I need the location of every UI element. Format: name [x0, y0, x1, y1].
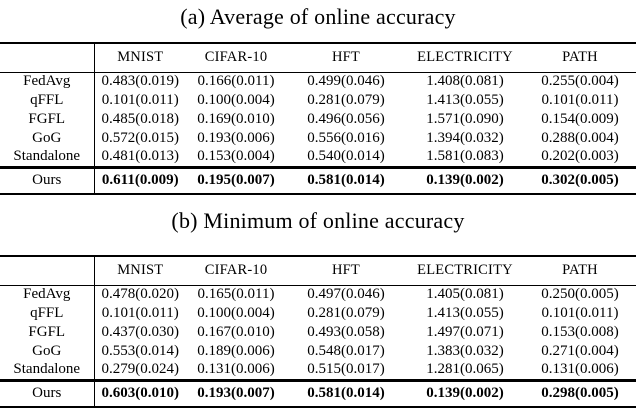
row-label: FedAvg	[0, 285, 94, 304]
cell-value: 0.281(0.079)	[307, 305, 385, 321]
table-row	[0, 304, 636, 323]
cell-value: 0.167(0.010)	[197, 324, 275, 340]
table-row	[0, 361, 636, 380]
cell-value: 0.131(0.006)	[541, 361, 619, 378]
cell-value: 1.405(0.081)	[426, 286, 504, 303]
cell-value-bold: 0.611(0.009)	[94, 167, 186, 194]
cell-value: 1.497(0.071)	[426, 324, 504, 340]
cell-value: 0.193(0.006)	[197, 130, 275, 146]
row-label: FedAvg	[0, 72, 94, 91]
header-cifar10: CIFAR-10	[186, 43, 286, 72]
cell-value: 0.166(0.011)	[197, 73, 275, 90]
header-path: PATH	[524, 43, 636, 72]
cell-value: 0.572(0.015)	[101, 130, 179, 146]
cell-value: 0.101(0.011)	[101, 305, 179, 321]
header-hft: HFT	[286, 43, 406, 72]
row-label: GoG	[0, 342, 94, 361]
row-label: Ours	[0, 167, 94, 194]
cell-value-bold: 0.302(0.005)	[524, 167, 636, 194]
cell-value: 0.202(0.003)	[541, 148, 619, 165]
cell-value: 1.408(0.081)	[426, 73, 504, 90]
cell-value: 1.571(0.090)	[426, 111, 504, 127]
cell-value: 1.413(0.055)	[426, 305, 504, 321]
cell-value: 0.279(0.024)	[101, 361, 179, 378]
cell-value: 0.481(0.013)	[101, 148, 179, 165]
header-row	[0, 256, 636, 285]
header-cifar10: CIFAR-10	[186, 256, 286, 285]
cell-value: 0.496(0.056)	[307, 111, 385, 127]
cell-value: 1.394(0.032)	[426, 130, 504, 146]
cell-value: 0.548(0.017)	[307, 343, 385, 359]
cell-value-bold: 0.195(0.007)	[186, 167, 286, 194]
table-minimum-accuracy	[0, 255, 636, 408]
caption-minimum-accuracy: (b) Minimum of online accuracy	[171, 208, 465, 233]
cell-value: 0.493(0.058)	[307, 324, 385, 340]
cell-value: 0.540(0.014)	[307, 148, 385, 165]
row-label: FGFL	[0, 110, 94, 129]
cell-value: 0.281(0.079)	[307, 92, 385, 108]
cell-value: 0.437(0.030)	[101, 324, 179, 340]
cell-value-bold: 0.139(0.002)	[406, 167, 524, 194]
header-path: PATH	[524, 256, 636, 285]
cell-value: 0.101(0.011)	[541, 305, 619, 321]
cell-value: 0.101(0.011)	[541, 92, 619, 108]
cell-value: 0.101(0.011)	[101, 92, 179, 108]
header-row	[0, 43, 636, 72]
row-label: qFFL	[0, 304, 94, 323]
table-row	[0, 91, 636, 110]
table-row-ours	[0, 380, 636, 407]
row-label: GoG	[0, 129, 94, 148]
table-row	[0, 72, 636, 91]
cell-value: 0.497(0.046)	[307, 286, 385, 303]
cell-value: 0.100(0.004)	[197, 92, 275, 108]
cell-value: 0.485(0.018)	[101, 111, 179, 127]
cell-value: 0.255(0.004)	[541, 73, 619, 90]
cell-value: 0.288(0.004)	[541, 130, 619, 146]
caption-average-accuracy: (a) Average of online accuracy	[180, 4, 456, 29]
header-hft: HFT	[286, 256, 406, 285]
header-empty-cell	[0, 256, 94, 285]
cell-value-bold: 0.139(0.002)	[406, 380, 524, 407]
row-label: FGFL	[0, 323, 94, 342]
table-row	[0, 148, 636, 167]
cell-value: 0.153(0.008)	[541, 324, 619, 340]
row-label: qFFL	[0, 91, 94, 110]
cell-value: 1.281(0.065)	[426, 361, 504, 378]
row-label: Ours	[0, 380, 94, 407]
cell-value: 1.383(0.032)	[426, 343, 504, 359]
table-row	[0, 110, 636, 129]
cell-value: 0.271(0.004)	[541, 343, 619, 359]
cell-value-bold: 0.581(0.014)	[286, 380, 406, 407]
table-row	[0, 342, 636, 361]
cell-value: 0.169(0.010)	[197, 111, 275, 127]
cell-value: 1.413(0.055)	[426, 92, 504, 108]
header-electricity: ELECTRICITY	[406, 43, 524, 72]
cell-value: 0.165(0.011)	[197, 286, 275, 303]
table-row	[0, 285, 636, 304]
cell-value: 0.153(0.004)	[197, 148, 275, 165]
cell-value: 0.154(0.009)	[541, 111, 619, 127]
cell-value: 0.189(0.006)	[197, 343, 275, 359]
table-average-accuracy	[0, 42, 636, 195]
cell-value-bold: 0.603(0.010)	[94, 380, 186, 407]
cell-value: 0.250(0.005)	[541, 286, 619, 303]
cell-value-bold: 0.193(0.007)	[186, 380, 286, 407]
cell-value: 0.478(0.020)	[101, 286, 179, 303]
cell-value-bold: 0.581(0.014)	[286, 167, 406, 194]
cell-value-bold: 0.298(0.005)	[524, 380, 636, 407]
header-mnist: MNIST	[94, 43, 186, 72]
table-row	[0, 323, 636, 342]
header-empty-cell	[0, 43, 94, 72]
cell-value: 0.499(0.046)	[307, 73, 385, 90]
cell-value: 0.515(0.017)	[307, 361, 385, 378]
cell-value: 0.553(0.014)	[101, 343, 179, 359]
row-label: Standalone	[0, 148, 94, 167]
cell-value: 0.556(0.016)	[307, 130, 385, 146]
header-electricity: ELECTRICITY	[406, 256, 524, 285]
header-mnist: MNIST	[94, 256, 186, 285]
cell-value: 0.131(0.006)	[197, 361, 275, 378]
row-label: Standalone	[0, 361, 94, 380]
table-row	[0, 129, 636, 148]
cell-value: 0.483(0.019)	[101, 73, 179, 90]
cell-value: 1.581(0.083)	[426, 148, 504, 165]
table-row-ours	[0, 167, 636, 194]
cell-value: 0.100(0.004)	[197, 305, 275, 321]
